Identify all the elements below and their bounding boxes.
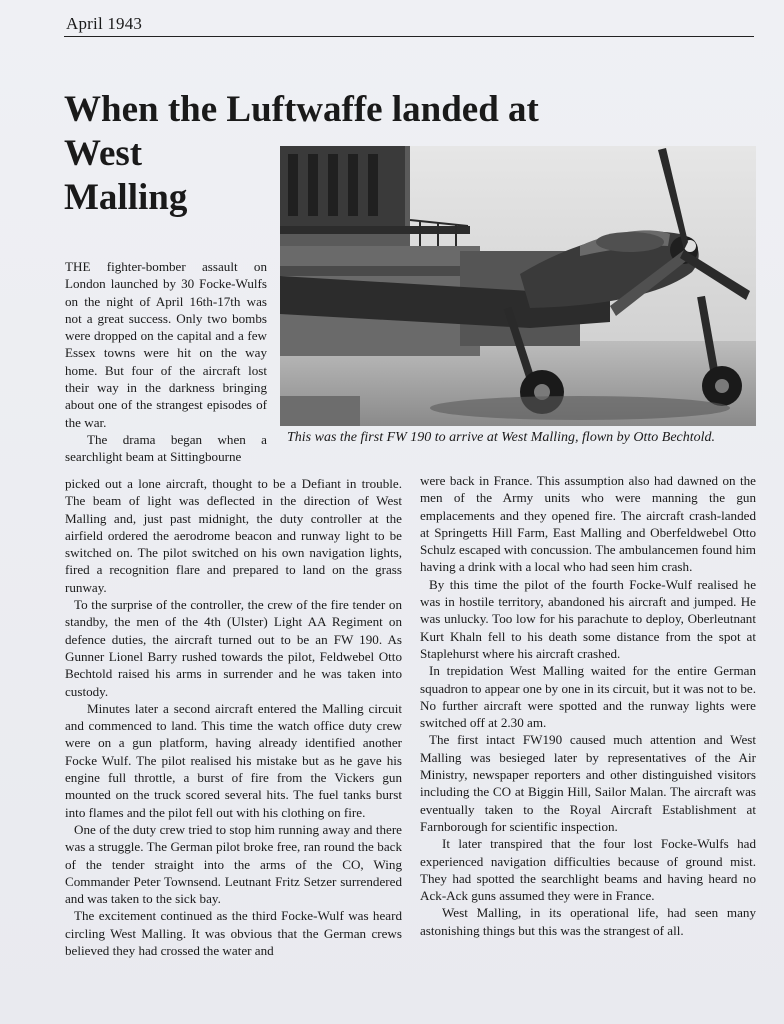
intro-paragraph-2: The drama began when a searchlight beam at Sittingbourne <box>65 431 267 465</box>
left-paragraph-3: Minutes later a second aircraft entered the Malling circuit and commenced to land. This time the watch office duty crew were on a gun platform, having already identified another Focke Wulf. The pilot realised his mistake but as he gave his engine full throttle, a burst of fire from the Vickers gun mounted on the truck scored several hits. The fuel tanks burst into flames and the pilot fell out with his clothing on fire. <box>65 700 402 820</box>
title-line-2: West <box>64 133 143 174</box>
right-paragraph-1: were back in France. This assumption also had dawned on the men of the Army units who were manning the gun emplacements and they opened fire. The aircraft crash-landed at Springetts Hill Farm, East Malling and Oberfeldwebel Otto Schulz escaped with concussion. The ambulancemen found him having a drink with a local who had seen him crash. <box>420 473 756 575</box>
right-paragraph-6: West Malling, in its operational life, had seen many astonishing things but this was the strangest of all. <box>420 905 756 938</box>
intro-column <box>65 258 267 466</box>
left-column <box>65 475 402 959</box>
fw190-photo-illustration <box>280 146 756 426</box>
right-paragraph-2: By this time the pilot of the fourth Focke-Wulf realised he was in hostile territory, abandoned his aircraft and jumped. He was unlucky. Too low for his parachute to deploy, Oberleutnant Kurt Khaln fell to his death some distance from the spot at Staplehurst where his aircraft crashed. <box>420 576 756 661</box>
right-paragraph-3: In trepidation West Malling waited for the entire German squadron to appear one by one in its circuit, but it was not to be. No further aircraft were spotted and the runway lights were switched off at 2.30 am. <box>420 663 757 731</box>
right-column <box>420 472 756 939</box>
running-head-date: April 1943 <box>66 14 143 33</box>
title-line-3: Malling <box>64 177 188 218</box>
left-paragraph-4: One of the duty crew tried to stop him running away and there was a struggle. The German pilot broke free, ran round the back of the tender straight into the arms of the CO, Wing Commander Peter Townsend. Leutnant Fritz Setzer surrendered and was taken to the sick bay. <box>65 821 402 907</box>
right-paragraph-5: It later transpired that the four lost Focke-Wulfs had experienced navigation difficulties because of ground mist. They had spotted the searchlight beams and having heard no Ack-Ack guns assumed they were in France. <box>420 836 756 904</box>
header-rule <box>64 36 754 37</box>
intro-paragraph-1: THE fighter-bomber assault on London launched by 30 Focke-Wulfs on the night of April 16th-17th was not a great success. Only two bombs were dropped on the capital and a few Essex towns were hit on the way home. But four of the aircraft lost their way in the darkness bringing about one of the strangest episodes of the war. <box>65 259 267 430</box>
photo-caption: This was the first FW 190 to arrive at West Malling, flown by Otto Bechtold. <box>287 430 716 445</box>
left-paragraph-1: picked out a lone aircraft, thought to be a Defiant in trouble. The beam of light was deflected in the direction of West Malling and, just past midnight, the duty controller at the airfield ordered the aerodrome beacon and runway light to be switched on. The pilot switched on his own navigation lights, fired a recognition flare and prepared to land on the grass runway. <box>65 476 402 595</box>
aircraft-photo <box>280 146 756 426</box>
left-paragraph-2: To the surprise of the controller, the crew of the fire tender on standby, the men of the 4th (Ulster) Light AA Regiment on defence duties, the aircraft turned out to be an FW 190. As Gunner Lionel Barry rushed towards the pilot, Feldwebel Otto Bechtold raised his arms in surrender and he was taken into custody. <box>65 597 402 699</box>
right-paragraph-4: The first intact FW190 caused much attention and West Malling was besieged later by representatives of the Air Ministry, newspaper reporters and other distinguished visitors including the CO at Biggin Hill, Sailor Malan. The aircraft was eventually taken to the Royal Aircraft Establishment at Farnborough for scientific inspection. <box>420 732 756 834</box>
title-line-1: When the Luftwaffe landed at <box>64 89 539 130</box>
left-paragraph-5: The excitement continued as the third Focke-Wulf was heard circling West Malling. It was obvious that the German crews believed they had crossed the water and <box>65 908 402 959</box>
